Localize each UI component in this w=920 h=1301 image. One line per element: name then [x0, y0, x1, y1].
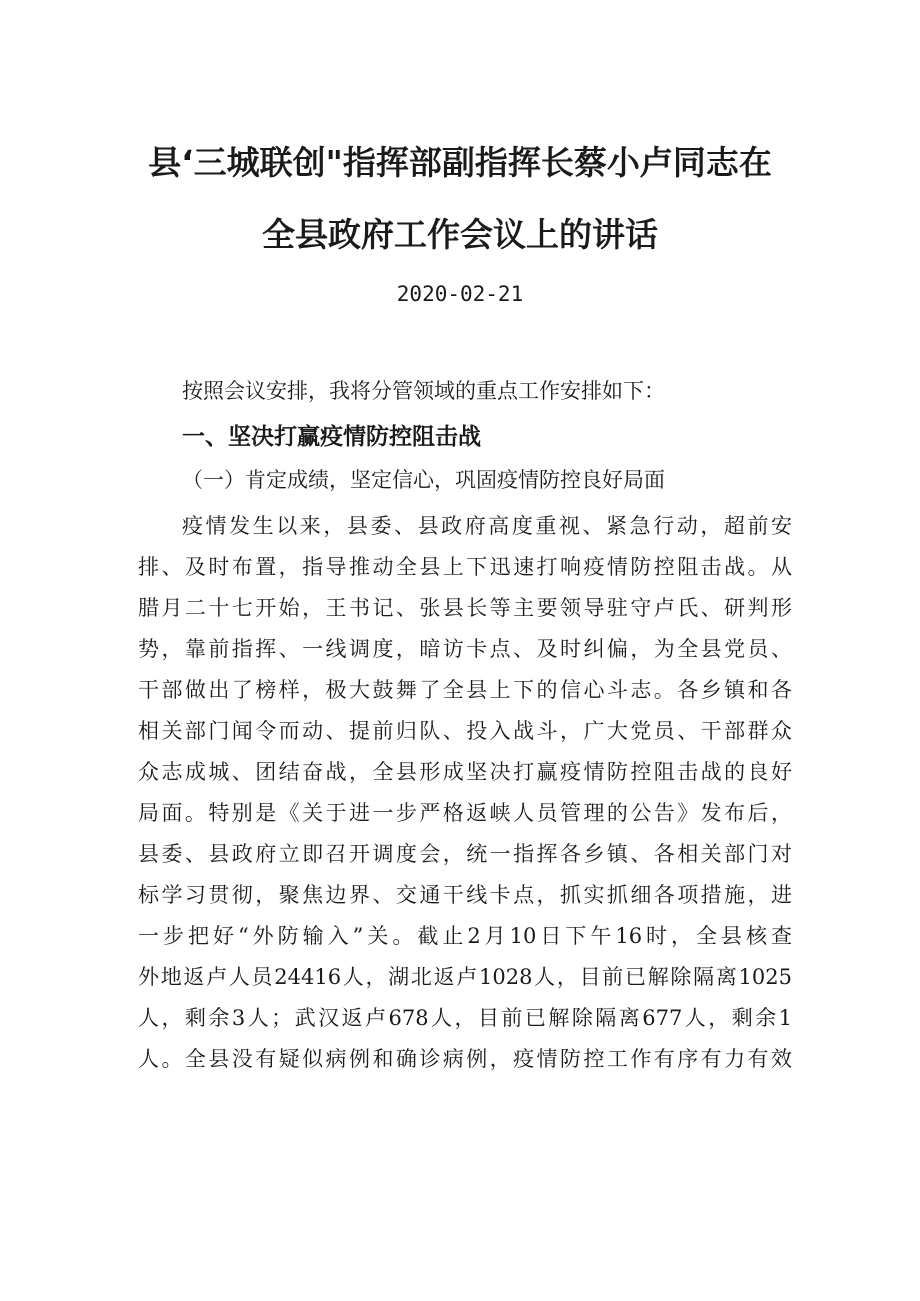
intro-paragraph: 按照会议安排，我将分管领域的重点工作安排如下： — [182, 379, 665, 403]
paragraph-line: 人。全县没有疑似病例和确诊病例，疫情防控工作有序有力有效 — [138, 1047, 792, 1071]
document-title-line-1: 县‘三城联创"指挥部副指挥长蔡小卢同志在 — [148, 143, 772, 182]
body-paragraph — [138, 506, 792, 1080]
paragraph-line: 相关部门闻令而动、提前归队、投入战斗，广大党员、干部群众 — [138, 719, 792, 743]
paragraph-line: 人，剩余3人；武汉返卢678人，目前已解除隔离677人，剩余1 — [138, 1006, 792, 1030]
paragraph-line: 腊月二十七开始，王书记、张县长等主要领导驻守卢氏、研判形 — [138, 596, 792, 620]
paragraph-line: 疫情发生以来，县委、县政府高度重视、紧急行动，超前安 — [182, 514, 792, 538]
paragraph-line: 县委、县政府立即召开调度会，统一指挥各乡镇、各相关部门对 — [138, 842, 792, 866]
paragraph-line: 局面。特别是《关于进一步严格返峡人员管理的公告》发布后， — [138, 801, 792, 825]
section-heading-1: 一、坚决打赢疫情防控阻击战 — [182, 424, 481, 450]
paragraph-line: 众志成城、团结奋战，全县形成坚决打赢疫情防控阻击战的良好 — [138, 760, 792, 784]
paragraph-line: 排、及时布置，指导推动全县上下迅速打响疫情防控阻击战。从 — [138, 555, 792, 579]
paragraph-line: 标学习贯彻，聚焦边界、交通干线卡点，抓实抓细各项措施，进 — [138, 883, 792, 907]
paragraph-line: 一步把好“外防输入”关。截止2月10日下午16时，全县核查 — [138, 924, 792, 948]
paragraph-line: 外地返卢人员24416人，湖北返卢1028人，目前已解除隔离1025 — [138, 965, 792, 989]
paragraph-line: 势，靠前指挥、一线调度，暗访卡点、及时纠偏，为全县党员、 — [138, 637, 792, 661]
subsection-heading-1: （一）肯定成绩，坚定信心，巩固疫情防控良好局面 — [182, 468, 665, 492]
document-title-line-2: 全县政府工作会议上的讲话 — [262, 215, 658, 254]
paragraph-line: 干部做出了榜样，极大鼓舞了全县上下的信心斗志。各乡镇和各 — [138, 678, 792, 702]
document-date: 2020-02-21 — [396, 282, 524, 306]
